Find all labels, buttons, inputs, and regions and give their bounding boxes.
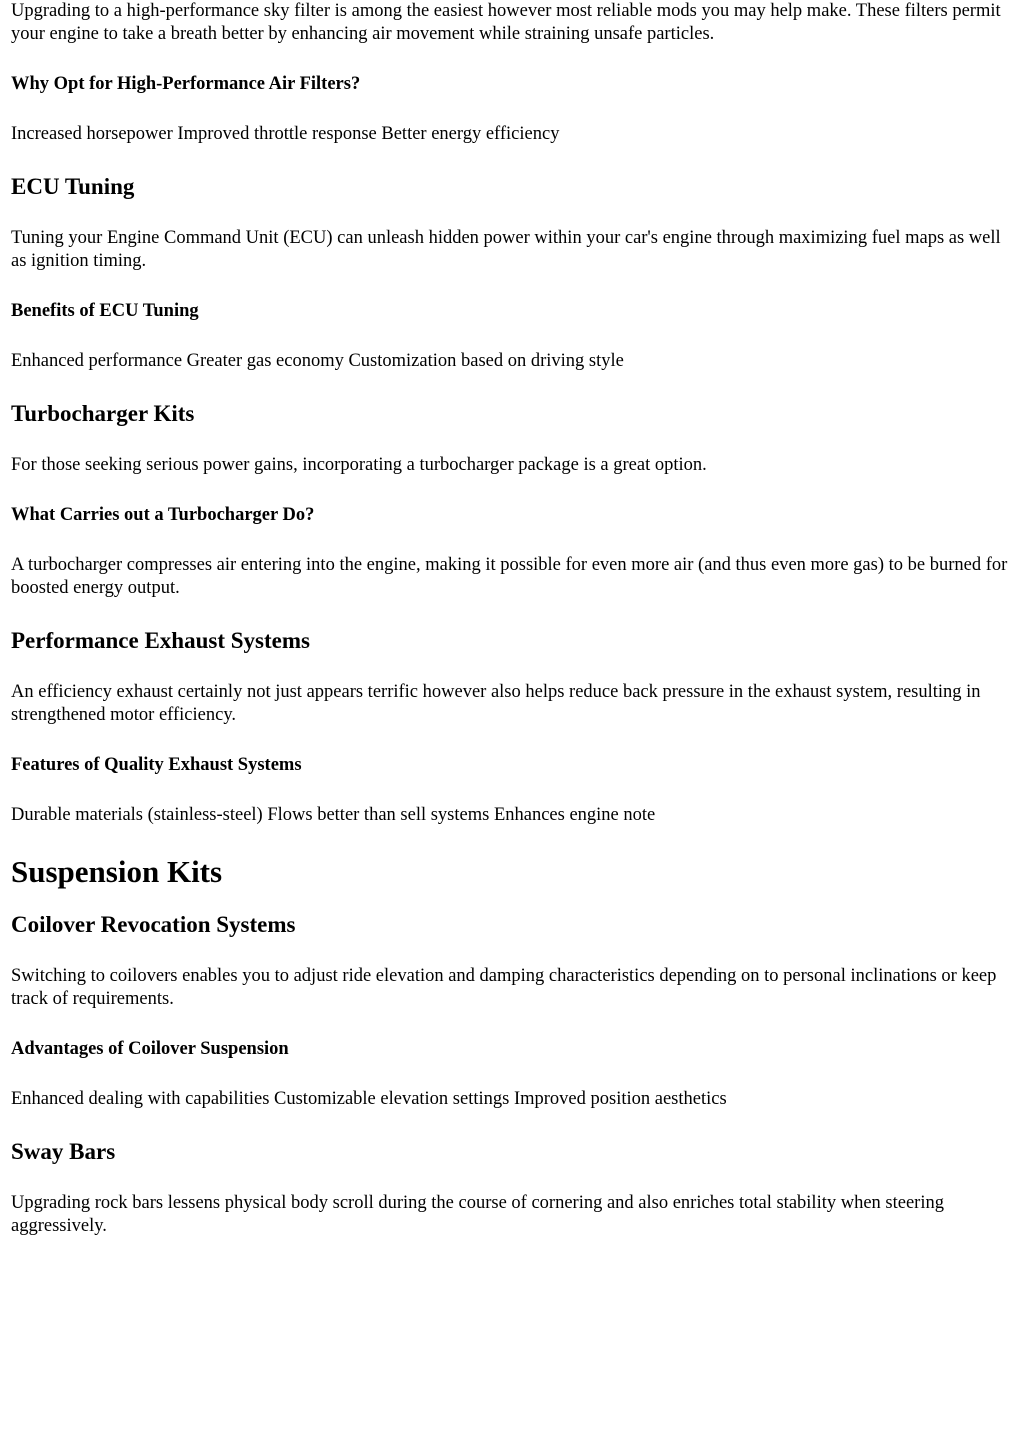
exhaust-features-heading: Features of Quality Exhaust Systems (11, 755, 302, 775)
ecu-tuning-heading: ECU Tuning (11, 174, 135, 199)
air-filters-benefits: Increased horsepower Improved throttle response Better energy efficiency (11, 124, 560, 144)
sway-bars-heading: Sway Bars (11, 1139, 116, 1164)
intro-paragraph: Upgrading to a high-performance sky filter is among the easiest however most reliable mods you may help make. These filters permit your engine to take a breath better by enhancing air movement while straining unsafe particles. (11, 1, 1001, 44)
ecu-tuning-paragraph: Tuning your Engine Command Unit (ECU) can unleash hidden power within your car's engine through maximizing fuel maps as well as ignition timing. (11, 228, 1001, 271)
coilover-advantages-list: Enhanced dealing with capabilities Customizable elevation settings Improved position aesthetics (11, 1089, 727, 1109)
coilover-heading: Coilover Revocation Systems (11, 912, 296, 937)
coilover-paragraph: Switching to coilovers enables you to adjust ride elevation and damping characteristics depending on to personal inclinations or keep track of requirements. (11, 966, 997, 1009)
ecu-benefits-list: Enhanced performance Greater gas economy Customization based on driving style (11, 351, 624, 371)
coilover-advantages-heading: Advantages of Coilover Suspension (11, 1039, 289, 1059)
exhaust-heading: Performance Exhaust Systems (11, 628, 310, 653)
article (11, 0, 1013, 1238)
exhaust-features-list: Durable materials (stainless-steel) Flows better than sell systems Enhances engine note (11, 805, 656, 825)
sway-bars-paragraph: Upgrading rock bars lessens physical body scroll during the course of cornering and also enriches total stability when steering aggressively. (11, 1193, 944, 1236)
exhaust-paragraph: An efficiency exhaust certainly not just appears terrific however also helps reduce back pressure in the exhaust system, resulting in strengthened motor efficiency. (11, 682, 981, 725)
turbo-sub-heading: What Carries out a Turbocharger Do? (11, 505, 315, 525)
ecu-benefits-heading: Benefits of ECU Tuning (11, 301, 199, 321)
turbo-paragraph: For those seeking serious power gains, incorporating a turbocharger package is a great option. (11, 455, 707, 475)
suspension-heading: Suspension Kits (11, 854, 223, 889)
air-filters-heading: Why Opt for High-Performance Air Filters? (11, 74, 361, 94)
turbo-detail: A turbocharger compresses air entering into the engine, making it possible for even more air (and thus even more gas) to be burned for boosted energy output. (11, 555, 1008, 598)
turbo-heading: Turbocharger Kits (11, 401, 195, 426)
